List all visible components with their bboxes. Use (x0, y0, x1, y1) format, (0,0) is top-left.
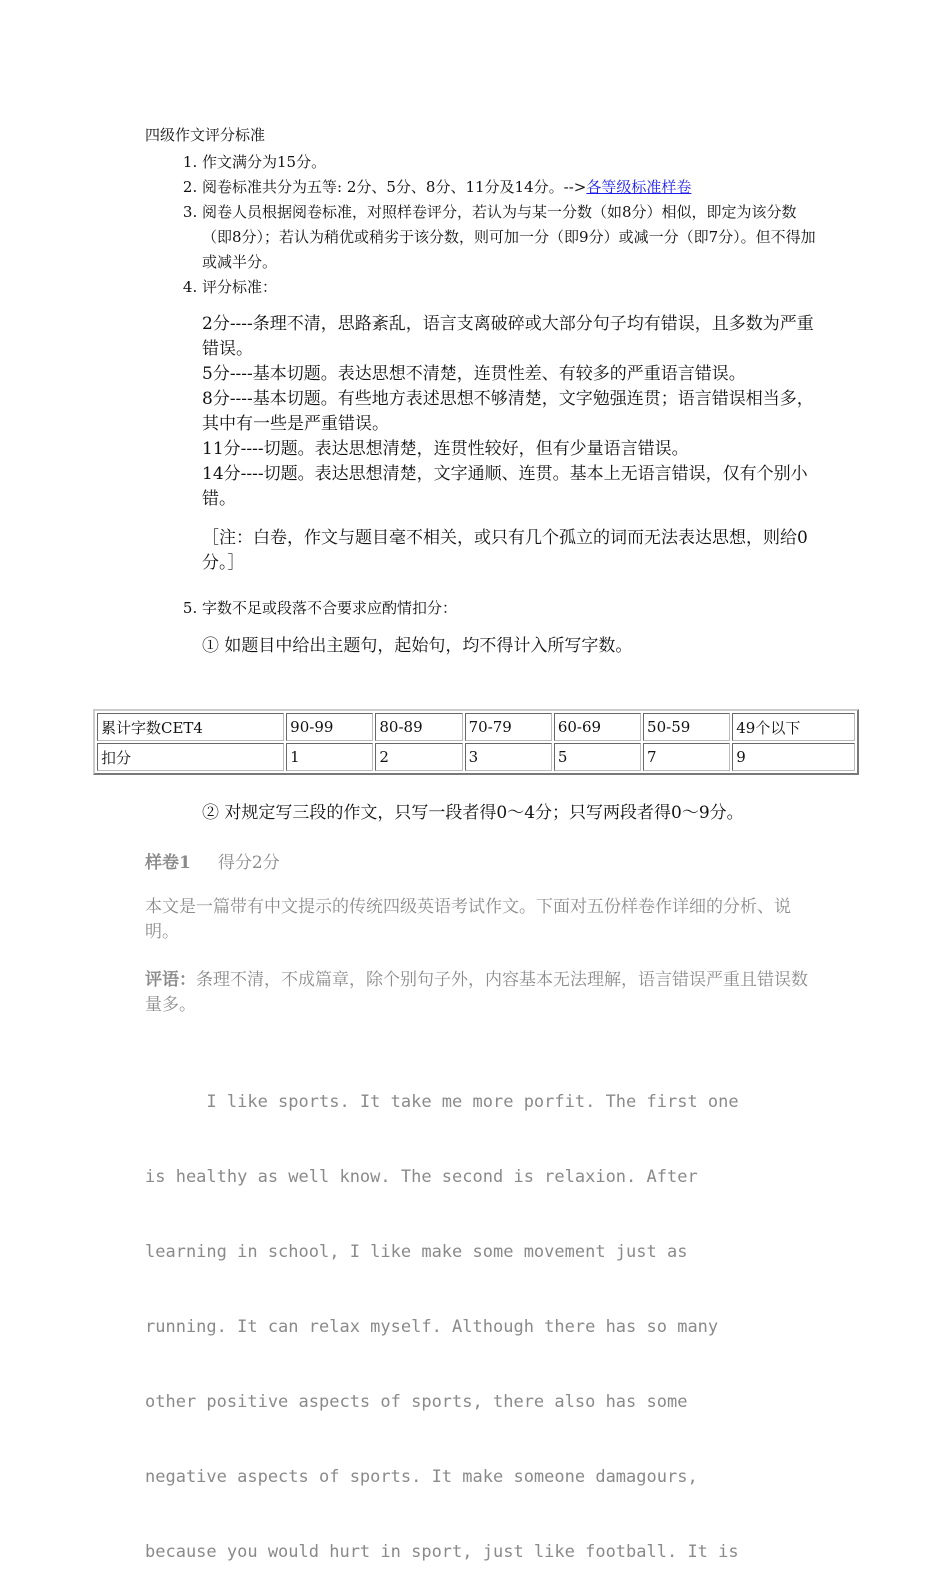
sample-comment (145, 968, 815, 1018)
rule-item (202, 150, 825, 175)
criteria-line: 5分----基本切题。表达思想不清楚，连贯性差、有较多的严重语言错误。 (202, 364, 746, 384)
sample-intro: 本文是一篇带有中文提示的传统四级英语考试作文。下面对五份样卷作详细的分析、说明。 (145, 897, 791, 942)
table-cell: 扣分 (97, 743, 284, 771)
rule-item (202, 275, 825, 576)
rule-text: 作文满分为15分。 (202, 153, 327, 171)
document-body (145, 124, 825, 659)
table-cell: 70-79 (465, 713, 552, 741)
criteria-block (202, 312, 825, 512)
rule-text: 字数不足或段落不合要求应酌情扣分： (202, 599, 458, 617)
essay-line: I like sports. It take me more porfit. The first one (145, 1092, 739, 1112)
essay-line: because you would hurt in sport, just like football. It is (145, 1542, 739, 1562)
criteria-line: 14分----切题。表达思想清楚，文字通顺、连贯。基本上无语言错误，仅有个别小错。 (202, 464, 808, 509)
sample-label: 样卷1 (145, 853, 191, 873)
rule-item (202, 175, 825, 200)
rule-text: 阅卷人员根据阅卷标准，对照样卷评分，若认为与某一分数（如8分）相似，即定为该分数（即8分）；若认为稍优或稍劣于该分数，则可加一分（即9分）或减一分（即7分）。但不得加或减半分。 (202, 203, 816, 271)
table-cell: 49个以下 (732, 713, 855, 741)
table-row (97, 743, 855, 771)
essay-line: learning in school, I like make some movement just as (145, 1242, 688, 1262)
table-cell: 60-69 (554, 713, 641, 741)
criteria-line: 2分----条理不清，思路紊乱，语言支离破碎或大部分句子均有错误，且多数为严重错误。 (202, 314, 814, 359)
comment-label: 评语： (145, 970, 196, 990)
essay-line: is healthy as well know. The second is relaxion. After (145, 1167, 698, 1187)
sample-score: 得分2分 (217, 853, 280, 873)
table-cell: 2 (375, 743, 462, 771)
paragraph-rule: ② 对规定写三段的作文，只写一段者得0～4分；只写两段者得0～9分。 (202, 803, 744, 823)
rule-item (202, 596, 825, 621)
rule-text: 评分标准： (202, 278, 278, 296)
table-cell: 50-59 (643, 713, 730, 741)
table-row (97, 713, 855, 741)
topic-sentence-rule: ① 如题目中给出主题句，起始句，均不得计入所写字数。 (202, 636, 633, 656)
table-cell: 7 (643, 743, 730, 771)
criteria-line: 11分----切题。表达思想清楚，连贯性较好，但有少量语言错误。 (202, 439, 689, 459)
essay-line: other positive aspects of sports, there also has some (145, 1392, 688, 1412)
table-cell: 80-89 (375, 713, 462, 741)
rule-item (202, 200, 825, 275)
table-cell: 5 (554, 743, 641, 771)
comment-text: 条理不清，不成篇章，除个别句子外，内容基本无法理解，语言错误严重且错误数量多。 (145, 970, 808, 1015)
table-cell: 累计字数CET4 (97, 713, 284, 741)
sample-essay (145, 1040, 825, 1590)
rule-text: 阅卷标准共分为五等: 2分、5分、8分、11分及14分。--> (202, 178, 587, 196)
rules-list (145, 150, 825, 621)
table-cell: 90-99 (286, 713, 373, 741)
criteria-line: 8分----基本切题。有些地方表述思想不够清楚，文字勉强连贯；语言错误相当多，其中有一些是严重错误。 (202, 389, 814, 434)
sample-levels-link[interactable]: 各等级标准样卷 (586, 178, 692, 196)
word-count-table (93, 709, 859, 775)
table-cell: 1 (286, 743, 373, 771)
table-cell: 9 (732, 743, 855, 771)
table-cell: 3 (465, 743, 552, 771)
essay-line: running. It can relax myself. Although there has so many (145, 1317, 719, 1337)
essay-line: negative aspects of sports. It make someone damagours, (145, 1467, 698, 1487)
sample-heading (145, 848, 280, 873)
zero-score-note: ［注：白卷，作文与题目毫不相关，或只有几个孤立的词而无法表达思想，则给0分。］ (202, 528, 808, 573)
page-title: 四级作文评分标准 (145, 126, 266, 144)
